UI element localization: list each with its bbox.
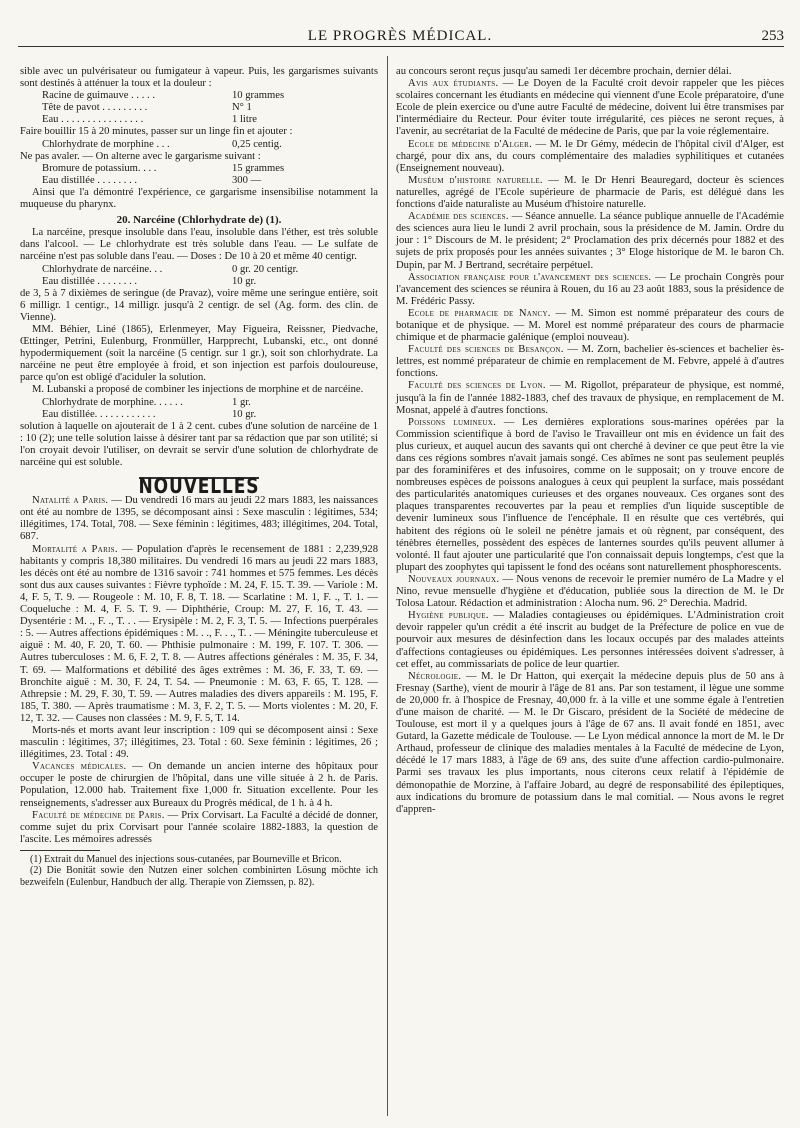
ingredient-quantity: 10 gr. — [232, 275, 257, 287]
news-text: — Nous venons de recevoir le premier numéro de La Madre y el Nino, revue mensuelle d'hygiène et d'éducation, publiée sous la direction de M. le Dr Tolosa Latour. Rédaction et administration : Alocha num. 96. 2° Derechia. Madrid. — [396, 573, 784, 610]
ingredient-name: Chlorhydrate de narcéine. . . — [42, 263, 163, 275]
paragraph: au concours seront reçus jusqu'au samedi 1er décembre prochain, dernier délai. — [396, 66, 732, 77]
ingredient-name: Bromure de potassium. . . . — [42, 162, 157, 174]
formula-row — [42, 175, 378, 187]
news-text: — M. Zorn, bachelier ès-sciences et bachelier ès-lettres, est nommé préparateur de chimie en remplacement de M. Febvre, appelé à d'autres fonctions. — [396, 344, 784, 380]
ingredient-quantity: 300 — — [232, 174, 262, 186]
news-item — [396, 272, 784, 308]
news-text: — Le prochain Congrès pour l'avancement des sciences se réunira à Rouen, du 16 au 23 août 1883, sous la présidence de M. Frédéric Passy. — [396, 271, 784, 307]
footnote: (1) Extrait du Manuel des injections sous-cutanées, par Bourneville et Bricon. — [30, 853, 342, 865]
section-heading: 20. Narcéine (Chlorhydrate de) (1). — [116, 214, 282, 227]
news-heading: Muséum d'histoire naturelle. — [408, 174, 543, 186]
ingredient-name: Chlorhydrate de morphine . . . — [42, 138, 170, 150]
paragraph: Ainsi que l'a démontré l'expérience, ce gargarisme insensibilise notamment la muqueuse du pharynx. — [20, 186, 378, 211]
ingredient-name: Eau distillée . . . . . . . . — [42, 275, 138, 287]
news-heading: Mortalité a Paris. — [32, 543, 118, 555]
news-text: — Les dernières explorations sous-marines opérées par la Commission scientifique à bord de l'aviso le Travailleur ont mis en évidence un fait des plus curieux, et auquel aucun des savants qui ont cherché à deviner ce que peut être la vie dans ces régions sombres n'avait jamais songé. Ces abîmes ne sont pas seulement peuplés par des foraminifères et des infusoires, comme on le supposait; on y trouve encore de nombreuses espèces de poissons analogues à ceux qui peuplent la surface, mais possédant des particularités anatomiques curieuses et des organes nouveaux. Ces organes sont des plaques transparentes recouvertes par la peau et remplies d'un liquide susceptible de devenir lumineux sous l'influence de l'encéphale. Il en résulte que ces vertébrés, qui habitent des régions où le soleil ne pénètre jamais et où règnent, par conséquent, des ténèbres éternelles, possèdent des espèces de lanternes sourdes qu'ils peuvent allumer à volonté. Il faut ajouter une particularité que l'on connaissait depuis longtemps, c'est que la plupart des zoophytes qui tapissent le fond des océans sont naturellement phosphorescents. — [396, 416, 784, 573]
journal-title: LE PROGRÈS MÉDICAL. — [307, 28, 493, 44]
ingredient-name: Tête de pavot . . . . . . . . . — [42, 102, 148, 114]
news-item — [20, 761, 378, 809]
news-text: — Prix Corvisart. La Faculté a décidé de donner, comme sujet du prix Corvisart pour l'année scolaire 1882-1883, la question de l'ascite. Les mémoires adressés — [20, 809, 378, 845]
news-heading: Nouveaux journaux. — [408, 573, 500, 585]
footnote-rule — [20, 850, 100, 851]
news-heading: Faculté des sciences de Lyon. — [408, 380, 546, 392]
news-item — [396, 610, 784, 670]
news-heading: Vacances médicales. — [32, 761, 127, 773]
news-item — [20, 544, 378, 725]
news-text: — Population d'après le recensement de 1881 : 2,239,928 habitants y compris 18,380 militaires. Du vendredi 16 mars au jeudi 22 mars 1883, les décès ont été au nombre de 1316 savoir : 741 hommes et 575 femmes. Les décès sont dus aux causes suivantes : Fièvre typhoïde : M. 24, F. 15. T. 39. — Variole : M. 4, F. 5, T. 9. — Rougeole : M. 10, F. 8, T. 18. — Scarlatine : M. 1, F. ., T. 1. — Coqueluche : M. 4, F. 5. T. 9. — Diphthérie, Croup: M. 27, F. 16, T. 43. — Dysentérie : M. ., F. ., T. . . — Erysipèle : M. 2, F. 3, T. 5. — Infections puerpérales : 5. — Autres affections épidémiques : M. . ., F. . ., T. . — Méningite tuberculeuse et aiguë : M. 40, F. 20, T. 60. — Phthisie pulmonaire : M. 199, F. 107. T. 306. — Autres tuberculoses : M. 6, F. 2, T. 8. — Autres affections générales : M. 35, F. 34, T. 69. — Malformations et débilité des âges extrêmes : M. 36, F. 33, T. 69. — Bronchite aiguë : M. 30, F. 24, T. 54. — Pneumonie : M. 63, F. 65, T. 128. — Athrepsie : M. 29, F. 30, T. 59. — Autres maladies des divers appareils : M. 195, F. 185, T. 380. — Après traumatisme : M. 3, F. 2, T. 5. — Morts violentes : M. 20, F. 12, T. 32. — Causes non classées : M. 9, F. 5, T. 14. — [20, 543, 378, 724]
news-heading: Ecole de médecine d'Alger. — [408, 138, 533, 150]
news-item — [396, 574, 784, 610]
left-column — [20, 66, 378, 888]
news-item — [396, 380, 784, 416]
news-heading: Faculté des sciences de Besançon. — [408, 344, 564, 356]
ingredient-name: Eau . . . . . . . . . . . . . . . . — [42, 114, 144, 126]
news-item — [396, 139, 784, 175]
news-heading: Académie des sciences. — [408, 211, 509, 223]
ingredient-quantity: 0 gr. 20 centigr. — [232, 263, 299, 275]
header-rule — [18, 46, 784, 47]
formula-row — [42, 102, 378, 114]
news-text: — On demande un ancien interne des hôpitaux pour occuper le poste de chirurgien de l'hôpital, dans une ville située à 2 h. de Paris. Population, 12.000 hab. Traitement fixe 1,000 fr. Situation excellente. Pour les renseignements, s'adresser aux Bureaux du Progrès médical, de 1 h. à 4 h. — [20, 761, 378, 809]
news-heading: Ecole de pharmacie de Nancy. — [408, 307, 551, 319]
news-text: — Le Doyen de la Faculté croit devoir rappeler que les pièces scolaires concernant les étudiants en médecine qui viennent d'une Ecole préparatoire, d'une Ecole de plein exercice ou d'une autre Faculté de médecine, doivent lui être transmises par l'intermédiaire du Recteur. Pour éviter toute irrégularité, ces pièces ne seront reçues, à l'avenir, au secrétariat de la Faculté de médecine de Paris, que par la voie réglementaire. — [396, 78, 785, 138]
news-text: — Maladies contagieuses ou épidémiques. L'Administration croit devoir rappeler qu'un crédit a été inscrit au budget de la Préfecture de police en vue de pourvoir aux mesures de désinfection dans les locaux occupés par des malades atteints d'affections contagieuses ou épidémiques. Les personnes intéressées doivent s'adresser, à cet effet, au commissariats de police de leur quartier. — [396, 610, 784, 670]
formula-row — [42, 397, 378, 409]
news-text: — M. Simon est nommé préparateur des cours de botanique et de physique. — M. Morel est nommé préparateur des cours de pharmacie chimique et de pharmacie galénique (emploi nouveau). — [396, 307, 784, 344]
news-text: — M. le Dr Hatton, qui exerçait la médecine depuis plus de 50 ans à Fresnay (Sarthe), vient de mourir à l'âge de 81 ans. Par son testament, il lègue une somme de 20,000 fr. à l'hospice de Fresnay, 40,000 fr. à la ville et une somme égale à l'entretien d'une maison de charité. — M. le Dr Giscaro, président de la Société de médecine de Toulouse, est mort il y a quelques jours à l'âge de 67 ans. Il avait fondé en 1851, avec Gutard, la Gazette médicale de Toulouse. — Le Lyon médical annonce la mort de M. le Dr Arthaud, professeur de clinique des maladies mentales à la Faculté de médecine de Lyon, décédé le 17 mars 1883, à l'âge de 69 ans, des suite d'une affection cardio-pulmonaire. Parmi ses travaux les plus importants, nous citerons ceux relatif à l'épidémie de démonopathie de Morzine, à l'affaire Jobard, au degré de responsabilité des épileptiques, aux indications du bromure de potassium dans le mal comitial. — Nous avons le regret d'appren- — [396, 670, 784, 815]
news-heading: Association française pour l'avancement des sciences. — [408, 271, 652, 283]
ingredient-quantity: N° 1 — [232, 102, 252, 114]
news-item — [396, 308, 784, 344]
right-column — [396, 66, 784, 816]
ingredient-quantity: 1 gr. — [232, 396, 251, 408]
news-heading: Nécrologie. — [408, 670, 462, 682]
news-heading: Natalité a Paris. — [32, 495, 109, 507]
news-heading: Faculté de médecine de Paris. — [32, 809, 165, 821]
ingredient-name: Chlorhydrate de morphine. . . . . . — [42, 396, 183, 408]
formula-row — [42, 139, 378, 151]
news-heading: Poissons lumineux. — [408, 416, 497, 428]
paragraph: Ne pas avaler. — On alterne avec le gargarisme suivant : — [20, 150, 261, 162]
formula-table — [42, 163, 378, 187]
news-text: — M. le Dr Gémy, médecin de l'hôpital civil d'Alger, est chargé, pour dix ans, du cours complémentaire des maladies syphilitiques et cutanées (Enseignement nouveau). — [396, 138, 784, 174]
formula-row — [42, 114, 378, 126]
news-item — [396, 175, 784, 211]
paragraph: La narcéine, presque insoluble dans l'eau, insoluble dans l'éther, est très soluble dans l'alcool. — Le chlorhydrate est très soluble dans l'eau. — Le sulfate de narcéine n'est pas soluble dans l'eau. — Doses : De 10 à 20 et même 40 centigr. — [20, 227, 378, 263]
formula-table — [42, 264, 378, 288]
news-item — [396, 671, 784, 816]
paragraph: solution à laquelle on ajouterait de 1 à 2 cent. cubes d'une solution de narcéine de 1 : 10 (2); une telle solution laisse à désirer tant par sa rédaction que par son utilité; si l'on croyait devoir l'utiliser, on devrait se servir d'une solution de chlorhydrate de narcéine qui est soluble. — [20, 420, 378, 468]
news-heading: Avis aux étudiants. — [408, 78, 499, 90]
formula-table — [42, 397, 378, 421]
news-text: — M. le Dr Henri Beauregard, docteur ès sciences naturelles, agrégé de l'Ecole supérieure de pharmacie de Paris, est délégué dans les fonctions d'aide naturaliste au Muséum d'histoire naturelle. — [396, 174, 784, 211]
ingredient-quantity: 10 gr. — [232, 408, 257, 420]
ingredient-name: Eau distillée . . . . . . . . — [42, 174, 138, 186]
paragraph: de 3, 5 à 7 dixièmes de seringue (de Pravaz), voire même une seringue entière, soit 6 milligr. 1 centigr., 14 milligr. jusqu'à 2 centigr. de sel (Ag. form. des clin. de Vienne). — [20, 287, 378, 323]
paragraph: sible avec un pulvérisateur ou fumigateur à vapeur. Puis, les gargarismes suivants sont destinés à atténuer la toux et la douleur : — [20, 66, 378, 90]
nouvelles-heading: NOUVELLES — [138, 474, 260, 499]
formula-row — [42, 90, 378, 102]
column-divider — [387, 56, 388, 1116]
news-item — [396, 211, 784, 271]
news-item — [20, 495, 378, 543]
paragraph: MM. Béhier, Liné (1865), Erlenmeyer, May Figueira, Reissner, Piedvache, Œttinger, Petrini, Eulenburg, Fronmüller, Harpprecht, Lubanski, etc., ont donné hypodermiquement (soit la narcéine (5 centigr. sur 1 gr.), soit son chlorhydrate. La narcéine ne peut être employée à froid, et son injection est parfois douloureuse, parce qu'on est obligé d'aciduler la solution. — [20, 323, 378, 384]
ingredient-name: Racine de guimauve . . . . . — [42, 90, 155, 102]
ingredient-quantity: 15 grammes — [232, 162, 285, 174]
news-item: Morts-nés et morts avant leur inscription : 109 qui se décomposent ainsi : Sexe masculin : légitimes, 37; illégitimes, 23. Total : 60. Sexe féminin : légitimes, 26 ; illégitimes, 23. Total : 49. — [20, 724, 378, 761]
formula-table — [42, 90, 378, 126]
news-text: — Séance annuelle. La séance publique annuelle de l'Académie des sciences aura lieu le lundi 2 avril prochain, sous la présidence de M. Jamin. Ordre du jour : 1° Discours de M. le président; 2° Proclamation des prix décernés pour 1882 et des sujets de prix proposés pour les années suivantes ; 3° Eloge historique de M. le baron Ch. Dupin, par M. J Bertrand, secrétaire perpétuel. — [396, 211, 784, 271]
news-item — [396, 78, 784, 138]
news-text: — Du vendredi 16 mars au jeudi 22 mars 1883, les naissances ont été au nombre de 1395, se décomposant ainsi : Sexe masculin : légitimes, 534; illégitimes, 174. Total, 708. — Sexe féminin : légitimes, 483; illégitimes, 204. Total, 687. — [20, 495, 378, 543]
ingredient-quantity: 1 litre — [232, 114, 258, 126]
paragraph: Faire bouillir 15 à 20 minutes, passer sur un linge fin et ajouter : — [20, 126, 293, 138]
formula-row — [42, 163, 378, 175]
news-text: — M. Rigollot, préparateur de physique, est nommé, jusqu'à la fin de l'année 1882-1883, chef des travaux de physique, en remplacement de M. Mosnat, appelé à d'autres fonctions. — [396, 380, 784, 416]
formula-row — [42, 409, 378, 421]
ingredient-quantity: 10 grammes — [232, 90, 285, 102]
footnote: (2) Die Bonität sowie den Nutzen einer solchen combinirten Lösung möchte ich bezweifeln (Eulenbur, Handbuch der allg. Therapie von Ziemssen, p. 82). — [20, 865, 378, 888]
news-item — [396, 344, 784, 380]
formula-table — [42, 139, 378, 151]
ingredient-name: Eau distillée. . . . . . . . . . . . — [42, 408, 156, 420]
ingredient-quantity: 0,25 centig. — [232, 138, 282, 150]
news-item — [396, 417, 784, 574]
page-number: 253 — [761, 28, 784, 44]
paragraph: M. Lubanski a proposé de combiner les injections de morphine et de narcéine. — [32, 384, 364, 396]
formula-row — [42, 264, 378, 276]
news-heading: Hygiène publique. — [408, 610, 489, 622]
news-item — [20, 810, 378, 846]
formula-row — [42, 276, 378, 288]
